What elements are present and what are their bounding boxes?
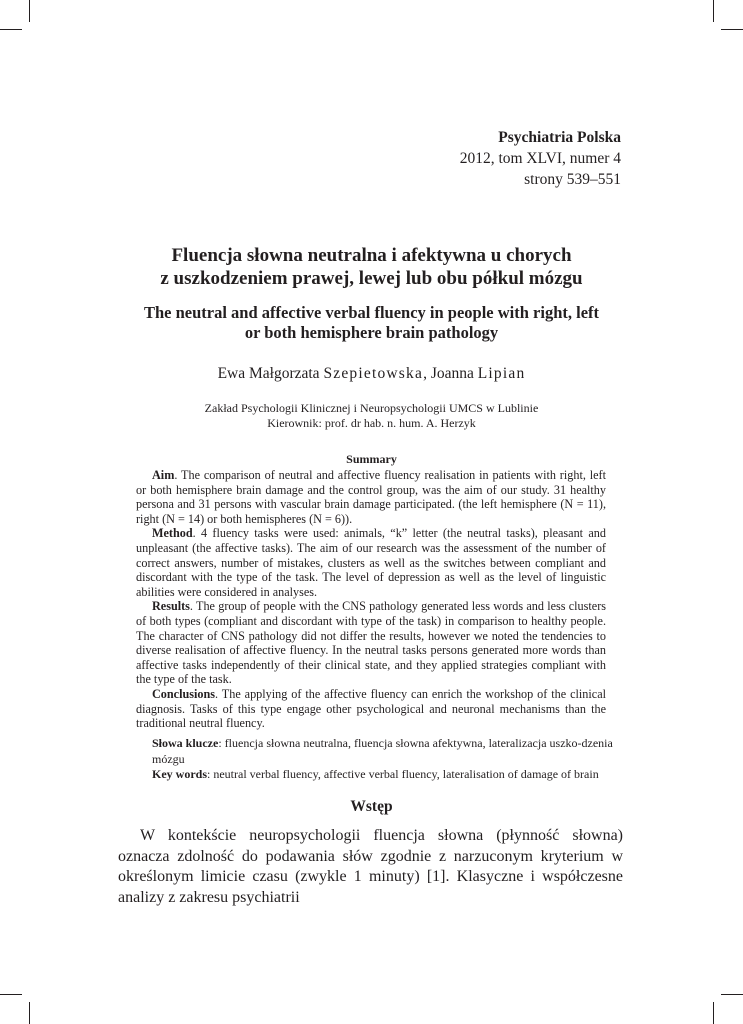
method-label: Method	[152, 526, 193, 541]
keywords	[152, 736, 616, 783]
conclusions-label: Conclusions	[152, 686, 215, 701]
summary-heading: Summary	[346, 452, 397, 466]
body-text	[118, 826, 623, 908]
method-text: . 4 fluency tasks were used: animals, “k” letter (the neutral tasks), pleasant and unpleasant (the affective tasks). The aim of our research was the assessment of the number of correct answers, number of mistakes, clusters as well as the switches between compliant and discordant with the type of the task. The level of depression as well as the level of linguistic abilities were considered in analyses.	[136, 526, 606, 599]
author1-surname: Szepietowska	[323, 365, 424, 382]
authors	[0, 365, 743, 383]
crop-mark-top-right-v	[713, 0, 714, 22]
keywords-en-label: Key words	[152, 767, 207, 781]
keywords-en-text: : neutral verbal fluency, affective verbal fluency, lateralisation of damage of brain	[207, 767, 599, 781]
abstract-conclusions	[136, 687, 606, 731]
article-title-polish	[0, 244, 743, 290]
abstract-aim	[136, 468, 606, 526]
conclusions-text: . The applying of the affective fluency can enrich the workshop of the clinical diagnosis. Tasks of this type engage other psychological and neuronal mechanisms than the traditional neutral fluency.	[136, 686, 606, 731]
affiliation-line2: Kierownik: prof. dr hab. n. hum. A. Herzyk	[267, 416, 476, 430]
aim-label: Aim	[152, 468, 175, 482]
author2-surname: Lipian	[477, 365, 526, 382]
affiliation	[0, 401, 743, 431]
journal-name: Psychiatria Polska	[498, 129, 621, 146]
results-label: Results	[152, 599, 190, 614]
title-en-line2: or both hemisphere brain pathology	[244, 323, 499, 342]
affiliation-line1: Zakład Psychologii Klinicznej i Neuropsychologii UMCS w Lublinie	[204, 401, 539, 415]
crop-mark-top-left-v	[29, 0, 30, 22]
journal-pages: strony 539–551	[524, 171, 621, 188]
author1-given-names: Ewa Małgorzata	[217, 365, 324, 382]
author-separator: , Joanna	[423, 365, 478, 382]
abstract	[136, 468, 606, 731]
title-pl-line1: Fluencja słowna neutralna i afektywna u chorych	[171, 245, 572, 266]
crop-mark-bottom-left-v	[29, 1002, 30, 1024]
keywords-pl-label: Słowa klucze	[152, 736, 219, 750]
title-en-line1: The neutral and affective verbal fluency in people with right, left	[143, 303, 600, 322]
crop-mark-bottom-right-h	[721, 994, 743, 995]
article-title-english	[0, 303, 743, 343]
section-heading: Wstęp	[350, 798, 393, 815]
keywords-polish	[152, 736, 616, 767]
crop-mark-top-left-h	[0, 29, 22, 30]
title-pl-line2: z uszkodzeniem prawej, lewej lub obu półkul mózgu	[160, 268, 583, 289]
abstract-results	[136, 599, 606, 687]
body-paragraph: W kontekście neuropsychologii fluencja słowna (płynność słowna) oznacza zdolność do podawania słów zgodnie z narzuconym kryterium w określonym limicie czasu (zwykle 1 minuty) [1]. Klasyczne i współczesne analizy z zakresu psychiatrii	[118, 827, 623, 906]
abstract-method	[136, 526, 606, 599]
crop-mark-bottom-right-v	[713, 1002, 714, 1024]
keywords-pl-text: : fluencja słowna neutralna, fluencja słowna afektywna, lateralizacja uszko-dzenia mózgu	[152, 736, 613, 766]
results-text: . The group of people with the CNS pathology generated less words and less clusters of both types (compliant and discordant with type of the task) in comparison to healthy people. The character of CNS pathology did not differ the results, however we noted the tendencies to diverse realisation of affective fluency. In the neutral tasks persons generated more words than affective tasks independently of their clinical state, and they applied strategies compliant with the type of the task.	[136, 599, 606, 687]
keywords-english	[152, 767, 616, 783]
crop-mark-top-right-h	[721, 29, 743, 30]
journal-header	[460, 127, 621, 190]
crop-mark-bottom-left-h	[0, 994, 22, 995]
aim-text: . The comparison of neutral and affective fluency realisation in patients with right, left or both hemisphere brain damage and the control group, was the aim of our study. 31 healthy persona and 31 persons with vascular brain damage participated. (the left hemisphere (N = 11), right (N = 14) or both hemispheres (N = 6)).	[136, 468, 606, 526]
journal-volume: 2012, tom XLVI, numer 4	[459, 150, 621, 167]
